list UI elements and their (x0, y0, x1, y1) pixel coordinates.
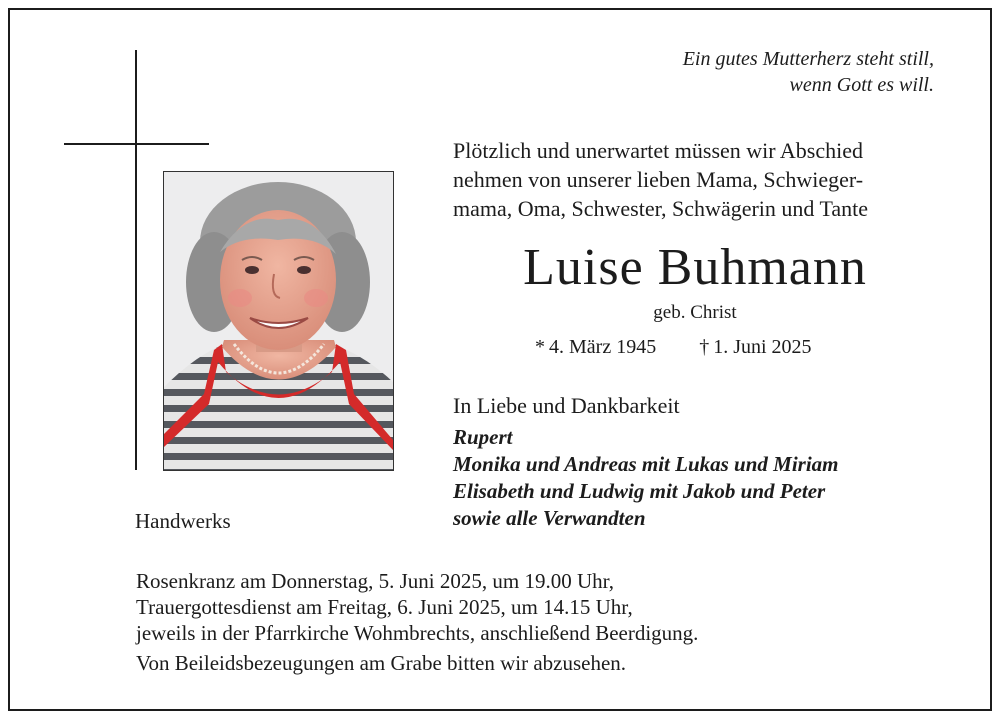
maiden-name: geb. Christ (653, 302, 737, 323)
intro-line: Plötzlich und unerwartet müssen wir Abschied (453, 138, 863, 163)
mourners-intro: In Liebe und Dankbarkeit (453, 393, 680, 418)
deceased-name: Luise Buhmann (523, 239, 867, 296)
star-icon: * (535, 336, 545, 358)
condolence-note: Von Beileidsbezeugungen am Grabe bitten wir abzusehen. (136, 651, 627, 675)
service-details (136, 568, 698, 646)
portrait-photo (163, 171, 394, 471)
birth-date-group (535, 334, 656, 360)
dagger-icon: † (699, 336, 710, 358)
mourners-list (453, 424, 839, 532)
intro-line: nehmen von unserer lieben Mama, Schwieger- (453, 167, 864, 192)
cross-icon-vertical (135, 50, 137, 470)
place-name: Handwerks (135, 509, 231, 533)
service-line: jeweils in der Pfarrkirche Wohmbrechts, anschließend Beerdigung. (136, 621, 699, 645)
death-date: 1. Juni 2025 (713, 336, 812, 358)
service-line: Trauergottesdienst am Freitag, 6. Juni 2025, um 14.15 Uhr, (136, 595, 633, 619)
motto-line: wenn Gott es will. (789, 74, 934, 96)
intro-line: mama, Oma, Schwester, Schwägerin und Tante (453, 196, 869, 221)
birth-date: 4. März 1945 (549, 336, 657, 358)
motto-line: Ein gutes Mutterherz steht still, (682, 48, 934, 70)
mourner-line: Rupert (453, 425, 513, 449)
death-date-group (699, 334, 811, 360)
cross-icon-horizontal (64, 143, 209, 145)
motto-verse (683, 46, 934, 98)
intro-text (453, 136, 868, 223)
mourner-line: sowie alle Verwandten (453, 506, 646, 530)
service-line: Rosenkranz am Donnerstag, 5. Juni 2025, um 19.00 Uhr, (136, 569, 615, 593)
mourner-line: Elisabeth und Ludwig mit Jakob und Peter (453, 479, 826, 503)
mourner-line: Monika und Andreas mit Lukas und Miriam (453, 452, 839, 476)
life-dates (535, 334, 812, 360)
